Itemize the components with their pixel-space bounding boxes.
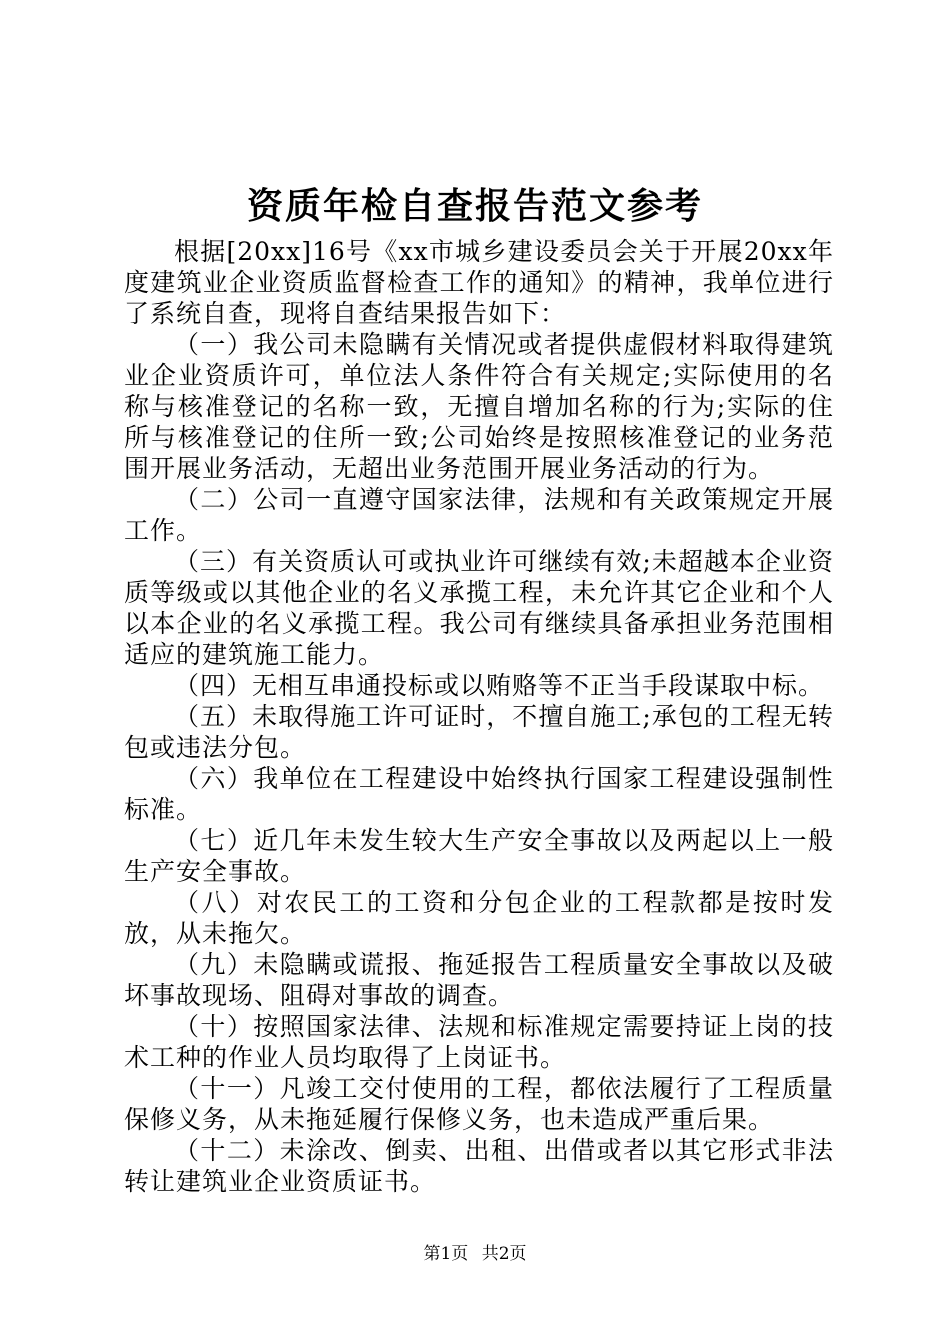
paragraph-intro: 根据[20xx]16号《xx市城乡建设委员会关于开展20xx年度建筑业企业资质监督检查工作的通知》的精神，我单位进行了系统自查，现将自查结果报告如下： <box>124 237 834 328</box>
paragraph-item-5: （五）未取得施工许可证时，不擅自施工;承包的工程无转包或违法分包。 <box>124 702 834 762</box>
paragraph-item-12: （十二）未涂改、倒卖、出租、出借或者以其它形式非法转让建筑业企业资质证书。 <box>124 1136 834 1196</box>
paragraph-item-4: （四）无相互串通投标或以贿赂等不正当手段谋取中标。 <box>174 671 825 700</box>
page-number-current: 第1页 <box>423 1244 469 1264</box>
paragraph-item-7: （七）近几年未发生较大生产安全事故以及两起以上一般生产安全事故。 <box>124 826 834 886</box>
page-footer <box>0 1242 950 1266</box>
paragraph-item-9: （九）未隐瞒或谎报、拖延报告工程质量安全事故以及破坏事故现场、阻碍对事故的调查。 <box>124 950 834 1010</box>
paragraph-item-11: （十一）凡竣工交付使用的工程，都依法履行了工程质量保修义务，从未拖延履行保修义务，也未造成严重后果。 <box>124 1074 834 1134</box>
paragraph-item-3: （三）有关资质认可或执业许可继续有效;未超越本企业资质等级或以其他企业的名义承揽工程，未允许其它企业和个人以本企业的名义承揽工程。我公司有继续具备承担业务范围相适应的建筑施工能力。 <box>124 547 834 669</box>
paragraph-item-2: （二）公司一直遵守国家法律，法规和有关政策规定开展工作。 <box>124 485 834 545</box>
paragraph-item-6: （六）我单位在工程建设中始终执行国家工程建设强制性标准。 <box>124 764 834 824</box>
paragraph-item-8: （八）对农民工的工资和分包企业的工程款都是按时发放，从未拖欠。 <box>124 888 834 948</box>
paragraph-item-10: （十）按照国家法律、法规和标准规定需要持证上岗的技术工种的作业人员均取得了上岗证书。 <box>124 1012 834 1072</box>
document-title: 资质年检自查报告范文参考 <box>246 185 703 227</box>
document-body <box>124 236 834 1197</box>
page-number-total: 共2页 <box>481 1244 527 1264</box>
paragraph-item-1: （一）我公司未隐瞒有关情况或者提供虚假材料取得建筑业企业资质许可，单位法人条件符合有关规定;实际使用的名称与核准登记的名称一致，无擅自增加名称的行为;实际的住所与核准登记的住所一致;公司始终是按照核准登记的业务范围开展业务活动，无超出业务范围开展业务活动的行为。 <box>124 330 834 483</box>
